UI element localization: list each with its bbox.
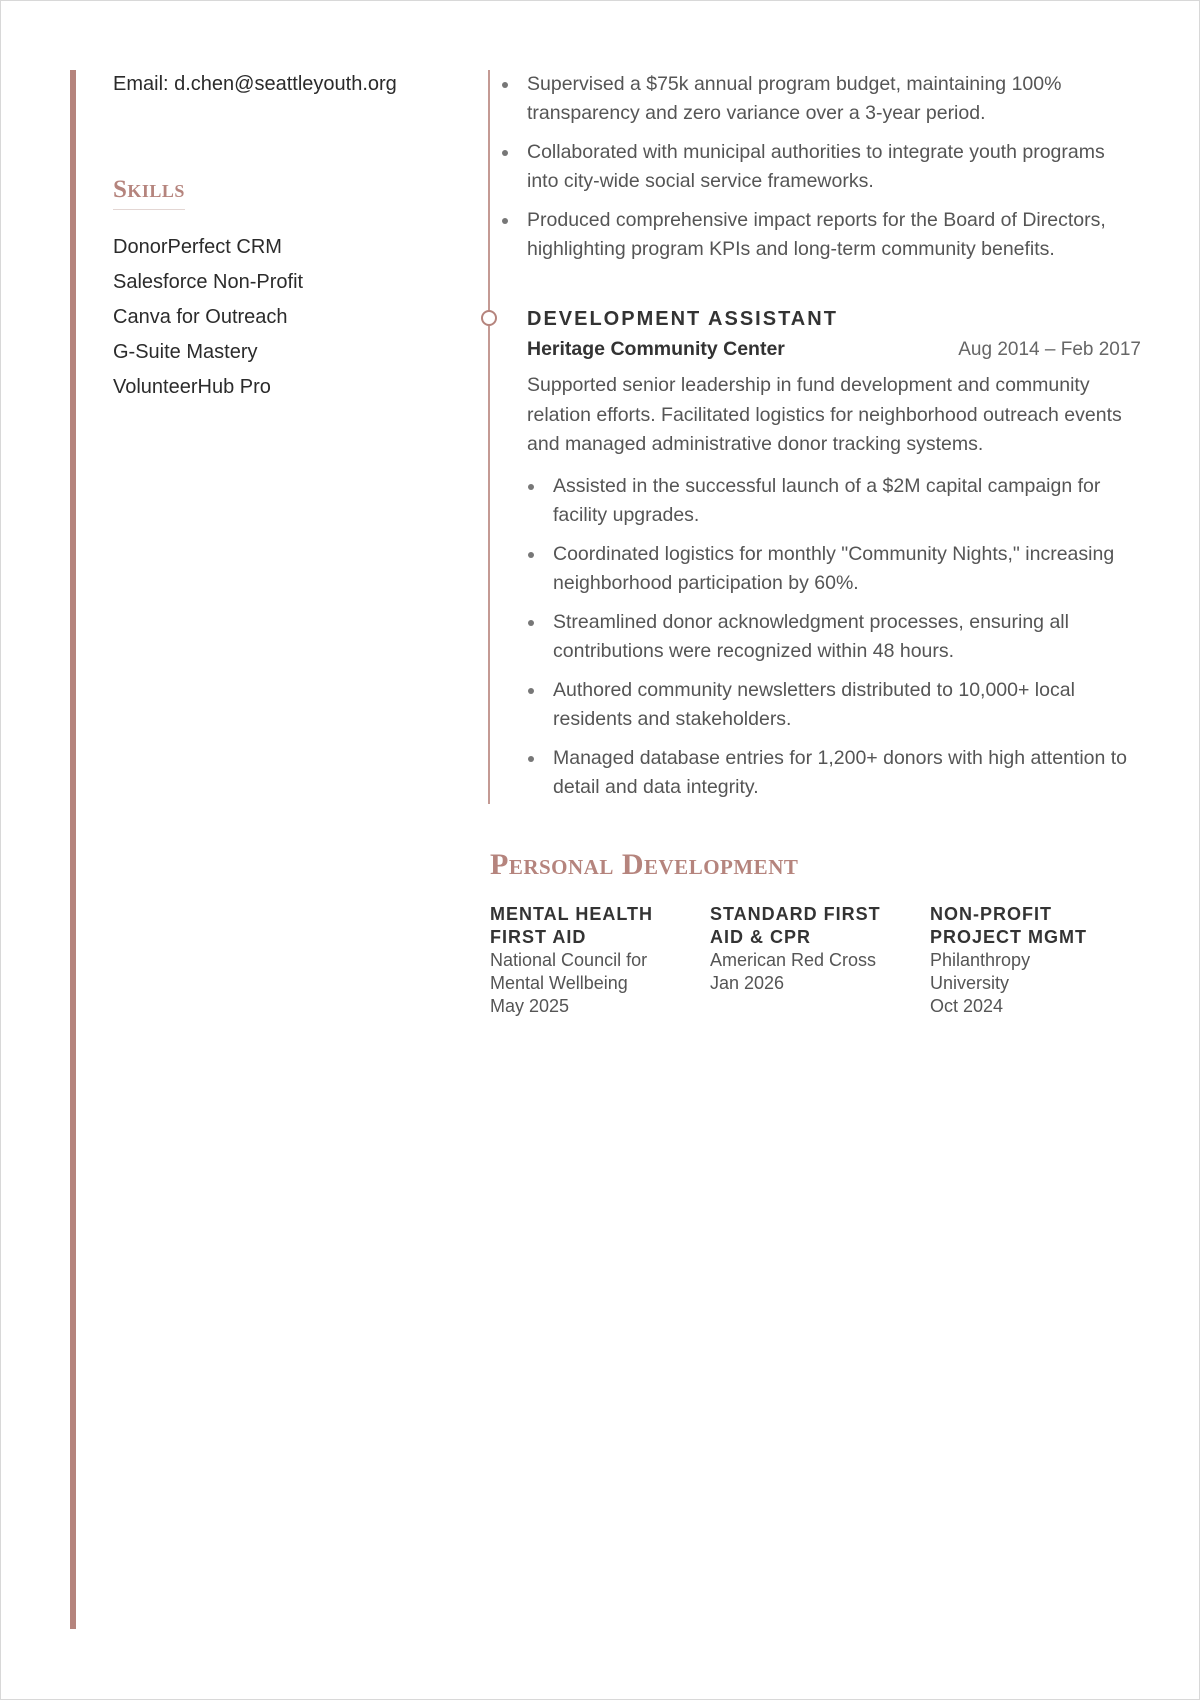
cert-date: Jan 2026	[710, 973, 785, 993]
job-organization: Heritage Community Center	[527, 338, 785, 360]
skills-list	[113, 230, 453, 405]
bullet-item: Managed database entries for 1,200+ donors with high attention to detail and data integrity.	[553, 744, 1141, 802]
personal-development-section	[490, 847, 1150, 1018]
cert-title: MENTAL HEALTH	[490, 904, 653, 924]
cert-organization: Philanthropy	[930, 950, 1031, 970]
bullet-item: Authored community newsletters distributed to 10,000+ local residents and stakeholders.	[553, 676, 1141, 734]
cert-title: AID & CPR	[710, 927, 812, 947]
contact-email: Email: d.chen@seattleyouth.org	[113, 73, 397, 95]
bullet-item: Collaborated with municipal authorities to integrate youth programs into city-wide social service frameworks.	[527, 138, 1141, 196]
cert-date: Oct 2024	[930, 996, 1004, 1016]
previous-job-bullets	[489, 70, 1141, 264]
certifications-list	[490, 903, 1150, 1018]
job-summary: Supported senior leadership in fund development and community relation efforts. Facilitated logistics for neighborhood outreach events and managed administrative donor tracking systems.	[527, 374, 1122, 455]
bullet-item: Supervised a $75k annual program budget, maintaining 100% transparency and zero variance over a 3-year period.	[527, 70, 1141, 128]
bullet-item: Coordinated logistics for monthly "Community Nights," increasing neighborhood participation by 60%.	[553, 540, 1141, 598]
bullet-item: Produced comprehensive impact reports for the Board of Directors, highlighting program KPIs and long-term community benefits.	[527, 206, 1141, 264]
cert-organization: National Council for	[490, 950, 648, 970]
cert-title: FIRST AID	[490, 927, 587, 947]
certification-item	[490, 903, 710, 1018]
cert-organization: Mental Wellbeing	[490, 973, 628, 993]
certification-item	[710, 903, 930, 1018]
skill-item: DonorPerfect CRM	[113, 236, 282, 258]
skill-item: G-Suite Mastery	[113, 341, 258, 363]
bullet-item: Assisted in the successful launch of a $2M capital campaign for facility upgrades.	[553, 472, 1141, 530]
job-title: DEVELOPMENT ASSISTANT	[527, 308, 838, 330]
skill-item: VolunteerHub Pro	[113, 376, 271, 398]
job-meta-row	[527, 334, 1141, 365]
bullet-item: Streamlined donor acknowledgment processes, ensuring all contributions were recognized within 48 hours.	[553, 608, 1141, 666]
personal-development-heading: Personal Development	[490, 848, 799, 881]
skill-item: Salesforce Non-Profit	[113, 271, 304, 293]
skills-heading: Skills	[113, 175, 185, 210]
job-bullets	[527, 472, 1141, 802]
cert-date: May 2025	[490, 996, 570, 1016]
cert-organization: University	[930, 973, 1010, 993]
left-accent-bar	[70, 70, 76, 1629]
cert-title: NON-PROFIT	[930, 904, 1052, 924]
job-entry	[489, 304, 1141, 802]
cert-title: STANDARD FIRST	[710, 904, 881, 924]
certification-item	[930, 903, 1150, 1018]
sidebar	[113, 69, 453, 405]
cert-title: PROJECT MGMT	[930, 927, 1088, 947]
job-dates: Aug 2014 – Feb 2017	[958, 339, 1141, 360]
experience-section	[489, 70, 1141, 812]
skill-item: Canva for Outreach	[113, 306, 288, 328]
cert-organization: American Red Cross	[710, 950, 877, 970]
